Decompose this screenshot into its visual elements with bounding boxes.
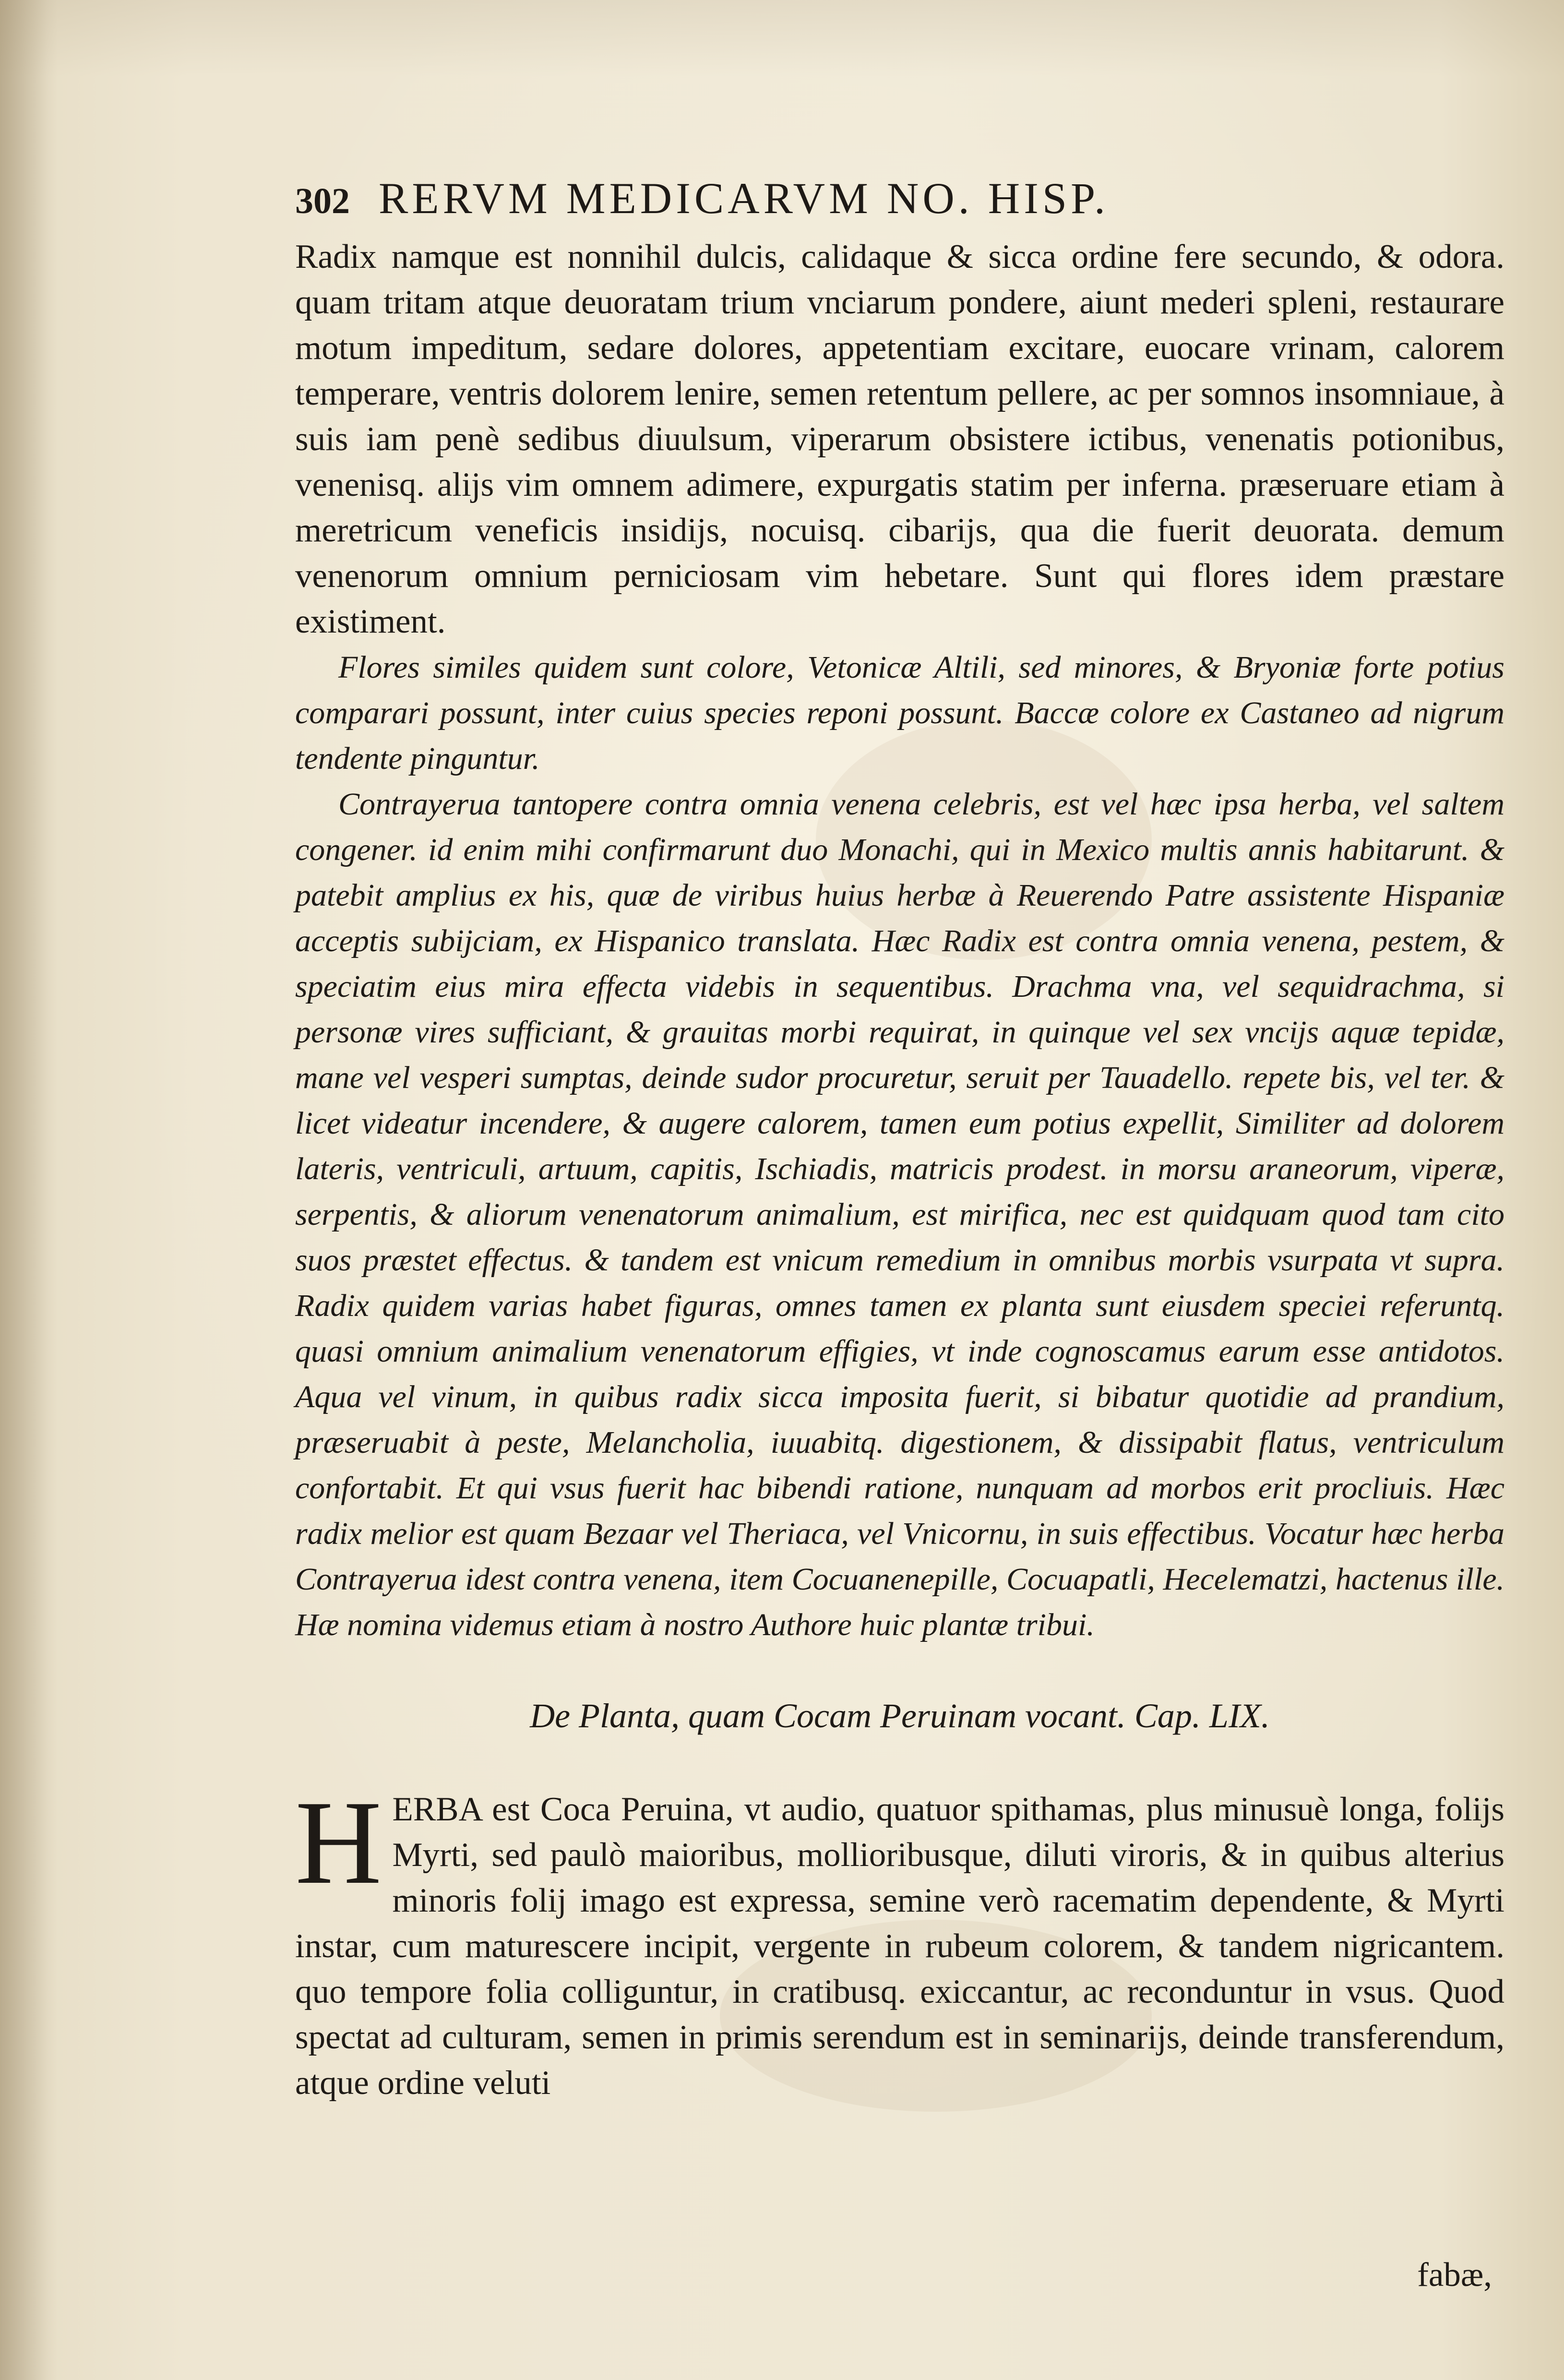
- drop-cap: H: [295, 1776, 382, 1909]
- paragraph-contrayerua: Contrayerua tantopere contra omnia venena celebris, est vel hæc ipsa herba, vel saltem congener. id enim mihi confirmarunt duo Monachi, qui in Mexico multis annis habitarunt. & patebit amplius ex his, quæ de viribus huius herbæ à Reuerendo Patre assistente Hispaniæ acceptis subijciam, ex Hispanico translata. Hæc Radix est contra omnia venena, pestem, & speciatim eius mira effecta videbis in sequentibus. Drachma vna, vel sequidrachma, si personæ vires sufficiant, & grauitas morbi requirat, in quinque vel sex vncijs aquæ tepidæ, mane vel vesperi sumptas, deinde sudor procuretur, seruit per Tauadello. repete bis, vel ter. & licet videatur incendere, & augere calorem, tamen eum potius expellit, Similiter ad dolorem lateris, ventriculi, artuum, capitis, Ischiadis, matricis prodest. in morsu araneorum, viperæ, serpentis, & aliorum venenatorum animalium, est mirifica, nec est quidquam quod tam cito suos præstet effectus. & tandem est vnicum remedium in omnibus morbis vsurpata vt supra. Radix quidem varias habet figuras, omnes tamen ex planta sunt eiusdem speciei referuntq. quasi omnium animalium venenatorum effigies, vt inde cognoscamus earum esse antidotos. Aqua vel vinum, in quibus radix sicca imposita fuerit, si bibatur quotidie ad prandium, præseruabit à peste, Melancholia, iuuabitq. digestionem, & dissipabit flatus, ventriculum confortabit. Et qui vsus fuerit hac bibendi ratione, nunquam ad morbos erit procliuis. Hæc radix melior est quam Bezaar vel Theriaca, vel Vnicornu, in suis effectibus. Vocatur hæc herba Contrayerua idest contra venena, item Cocuanenepille, Cocuapatli, Hecelematzi, hactenus ille. Hæ nomina videmus etiam à nostro Authore huic plantæ tribui.: [295, 787, 1504, 1642]
- paragraph-coca: ERBA est Coca Peruina, vt audio, quatuor spithamas, plus minusuè longa, folijs Myrti, sed paulò maioribus, mollioribusque, diluti viroris, & in quibus alterius minoris folij imago est expressa, semine verò racematim dependente, & Myrti instar, cum maturescere incipit, vergente in rubeum colorem, & tandem nigricantem. quo tempore folia colliguntur, in cratibusq. exiccantur, ac reconduntur in vsus. Quod spectat ad culturam, semen in primis serendum est in seminarijs, deinde transferendum, atque ordine veluti: [295, 1791, 1504, 2102]
- paragraph-flores: Flores similes quidem sunt colore, Vetonicæ Altili, sed minores, & Bryoniæ forte potius comparari possunt, inter cuius species reponi possunt. Baccæ colore ex Castaneo ad nigrum tendente pinguntur.: [295, 650, 1504, 776]
- running-title: RERVM MEDICARVM NO. HISP.: [379, 174, 1110, 223]
- catchword: fabæ,: [1417, 2256, 1492, 2294]
- text-block: [295, 173, 1504, 2106]
- chapter-body: [295, 1776, 1504, 2106]
- page-number: 302: [295, 181, 350, 221]
- chapter-heading: De Planta, quam Cocam Peruinam vocant. Cap. LIX.: [530, 1697, 1270, 1735]
- running-head: [295, 173, 1504, 230]
- paragraph-radix: Radix namque est nonnihil dulcis, calidaque & sicca ordine fere secundo, & odora. quam tritam atque deuoratam trium vnciarum pondere, aiunt mederi spleni, restaurare motum impeditum, sedare dolores, appetentiam excitare, euocare vrinam, calorem temperare, ventris dolorem lenire, semen retentum pellere, ac per somnos insomniaue, à suis iam penè sedibus diuulsum, viperarum obsistere ictibus, venenatis potionibus, venenisq. alijs vim omnem adimere, expurgatis statim per inferna. præseruare etiam à meretricum veneficis insidijs, nocuisq. cibarijs, qua die fuerit deuorata. demum venenorum omnium perniciosam vim hebetare. Sunt qui flores idem præstare existiment.: [295, 238, 1504, 640]
